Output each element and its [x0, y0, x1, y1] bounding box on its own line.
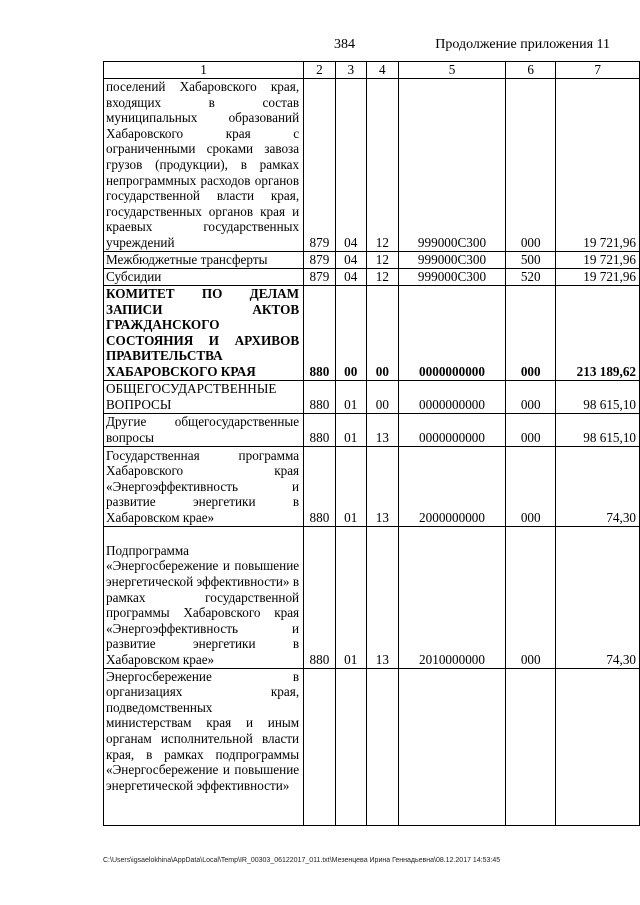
cell-admin-code: 880 [304, 526, 336, 668]
cell-section [335, 668, 366, 825]
cell-admin-code: 879 [304, 251, 336, 268]
cell-admin-code: 879 [304, 268, 336, 285]
table-row [104, 268, 640, 285]
column-header: 6 [506, 62, 556, 79]
cell-admin-code [304, 668, 336, 825]
table-row [104, 78, 640, 251]
cell-amount: 74,30 [556, 526, 640, 668]
row-name: Межбюджетные трансферты [104, 251, 304, 268]
cell-amount: 19 721,96 [556, 251, 640, 268]
cell-section: 00 [335, 285, 366, 380]
column-header: 2 [304, 62, 336, 79]
cell-target-article: 999000С300 [398, 268, 505, 285]
cell-admin-code: 880 [304, 380, 336, 413]
cell-expense-type: 000 [506, 78, 556, 251]
cell-amount: 213 189,62 [556, 285, 640, 380]
row-name: КОМИТЕТ ПО ДЕЛАМ ЗАПИСИ АКТОВ ГРАЖДАНСКОГО СОСТОЯНИЯ И АРХИВОВ ПРАВИТЕЛЬСТВА ХАБАРОВСКОГО КРАЯ [104, 285, 304, 380]
cell-target-article: 2010000000 [398, 526, 505, 668]
table-row [104, 526, 640, 668]
cell-expense-type: 000 [506, 526, 556, 668]
cell-amount: 19 721,96 [556, 268, 640, 285]
table-row [104, 668, 640, 825]
budget-table [103, 61, 640, 826]
column-header: 7 [556, 62, 640, 79]
row-name: поселений Хабаровского края, входящих в состав муниципальных образований Хабаровского края с ограниченными сроками завоза грузов (продукции), в рамках непрограммных расходов органов государственной власти края, государственных органов края и краевых государственных учреждений [104, 78, 304, 251]
cell-expense-type: 000 [506, 285, 556, 380]
file-path-footer: C:\Users\igsaelokhina\AppData\Local\Temp\IR_00303_06122017_011.txt\Мезенцева Ирина Геннадьевна\08.12.2017 14:53:45 [103, 857, 501, 864]
cell-amount [556, 668, 640, 825]
column-header: 4 [366, 62, 398, 79]
row-name: Государственная программа Хабаровского края «Энергоэффективность и развитие энергетики в Хабаровском крае» [104, 446, 304, 526]
table-row [104, 446, 640, 526]
column-header: 3 [335, 62, 366, 79]
cell-target-article: 0000000000 [398, 285, 505, 380]
page-number: 384 [334, 37, 355, 52]
cell-target-article: 999000С300 [398, 251, 505, 268]
cell-section: 04 [335, 268, 366, 285]
cell-target-article: 0000000000 [398, 380, 505, 413]
table-row [104, 380, 640, 413]
cell-target-article: 999000С300 [398, 78, 505, 251]
cell-section: 01 [335, 413, 366, 446]
cell-subsection: 13 [366, 413, 398, 446]
cell-subsection: 12 [366, 268, 398, 285]
cell-admin-code: 880 [304, 413, 336, 446]
cell-subsection: 12 [366, 78, 398, 251]
cell-admin-code: 880 [304, 446, 336, 526]
cell-expense-type: 520 [506, 268, 556, 285]
cell-admin-code: 880 [304, 285, 336, 380]
row-name: Подпрограмма «Энергосбережение и повышение энергетической эффективности» в рамках государственной программы Хабаровского края «Энергоэффективность и развитие энергетики в Хабаровском крае» [104, 526, 304, 668]
table-row [104, 285, 640, 380]
cell-subsection: 00 [366, 285, 398, 380]
row-name: Энергосбережение в организациях края, подведомственных министерствам края и иным органам исполнительной власти края, в рамках подпрограммы «Энергосбережение и повышение энергетической эффективности» [104, 668, 304, 825]
cell-amount: 98 615,10 [556, 380, 640, 413]
cell-expense-type: 000 [506, 380, 556, 413]
cell-section: 01 [335, 446, 366, 526]
cell-section: 04 [335, 251, 366, 268]
table-header-row [104, 62, 640, 79]
table-row [104, 251, 640, 268]
cell-expense-type: 000 [506, 413, 556, 446]
continuation-label: Продолжение приложения 11 [435, 37, 610, 52]
cell-target-article: 0000000000 [398, 413, 505, 446]
row-name: Другие общегосударственные вопросы [104, 413, 304, 446]
table-row [104, 413, 640, 446]
cell-subsection [366, 668, 398, 825]
row-name: ОБЩЕГОСУДАРСТВЕННЫЕ ВОПРОСЫ [104, 380, 304, 413]
cell-target-article [398, 668, 505, 825]
cell-expense-type: 500 [506, 251, 556, 268]
cell-amount: 74,30 [556, 446, 640, 526]
cell-subsection: 13 [366, 526, 398, 668]
cell-subsection: 13 [366, 446, 398, 526]
cell-admin-code: 879 [304, 78, 336, 251]
cell-subsection: 00 [366, 380, 398, 413]
cell-section: 01 [335, 380, 366, 413]
cell-expense-type: 000 [506, 446, 556, 526]
cell-section: 01 [335, 526, 366, 668]
cell-target-article: 2000000000 [398, 446, 505, 526]
cell-amount: 19 721,96 [556, 78, 640, 251]
cell-section: 04 [335, 78, 366, 251]
cell-subsection: 12 [366, 251, 398, 268]
column-header: 5 [398, 62, 505, 79]
row-name: Субсидии [104, 268, 304, 285]
cell-expense-type [506, 668, 556, 825]
column-header: 1 [104, 62, 304, 79]
cell-amount: 98 615,10 [556, 413, 640, 446]
